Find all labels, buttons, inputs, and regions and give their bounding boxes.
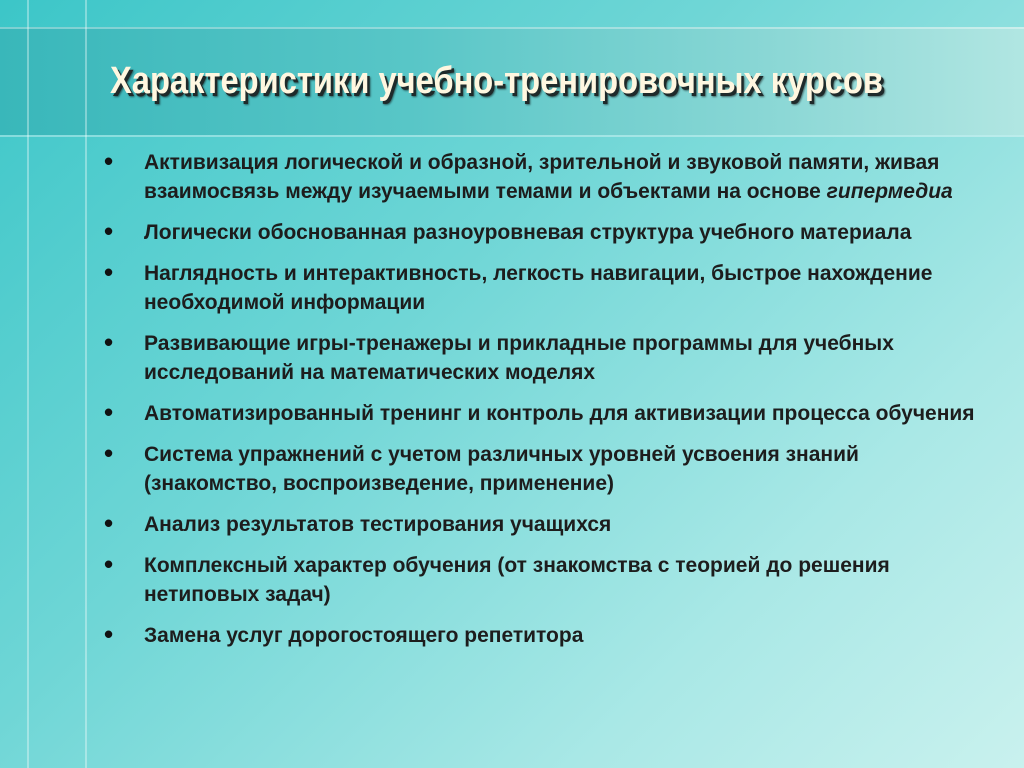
- list-item-emphasis: гипермедиа: [826, 180, 953, 203]
- decorative-vertical-line: [27, 0, 29, 768]
- list-item-text: Замена услуг дорогостоящего репетитора: [144, 624, 584, 647]
- list-item-text: Комплексный характер обучения (от знакомства с теорией до решения нетиповых задач): [144, 554, 890, 606]
- bullet-icon: •: [104, 146, 114, 176]
- list-item: [104, 399, 984, 428]
- list-item: [104, 440, 984, 498]
- list-item: [104, 510, 984, 539]
- bullet-icon: •: [104, 549, 114, 579]
- decorative-vertical-line: [85, 0, 87, 768]
- slide-title: Характеристики учебно-тренировочных курсов: [110, 60, 884, 102]
- bullet-icon: •: [104, 397, 114, 427]
- list-item-text: Активизация логической и образной, зрительной и звуковой памяти, живая взаимосвязь между изучаемыми темами и объектами на основе: [144, 151, 940, 203]
- list-item-text: Развивающие игры-тренажеры и прикладные программы для учебных исследований на математических моделях: [144, 332, 894, 384]
- list-item: [104, 329, 984, 387]
- list-item-text: Система упражнений с учетом различных уровней усвоения знаний (знакомство, воспроизведение, применение): [144, 443, 859, 495]
- bullet-icon: •: [104, 327, 114, 357]
- bullet-icon: •: [104, 508, 114, 538]
- bullet-icon: •: [104, 216, 114, 246]
- decorative-horizontal-line: [0, 135, 1024, 137]
- decorative-horizontal-line: [0, 27, 1024, 29]
- list-item: [104, 259, 984, 317]
- list-item-text: Наглядность и интерактивность, легкость навигации, быстрое нахождение необходимой информации: [144, 262, 933, 314]
- bullet-list: [104, 148, 984, 662]
- list-item-text: Логически обоснованная разноуровневая структура учебного материала: [144, 221, 912, 244]
- list-item: [104, 148, 984, 206]
- list-item: [104, 621, 984, 650]
- bullet-icon: •: [104, 619, 114, 649]
- list-item-text: Анализ результатов тестирования учащихся: [144, 513, 612, 536]
- list-item-text: Автоматизированный тренинг и контроль для активизации процесса обучения: [144, 402, 975, 425]
- bullet-icon: •: [104, 438, 114, 468]
- bullet-icon: •: [104, 257, 114, 287]
- list-item: [104, 218, 984, 247]
- list-item: [104, 551, 984, 609]
